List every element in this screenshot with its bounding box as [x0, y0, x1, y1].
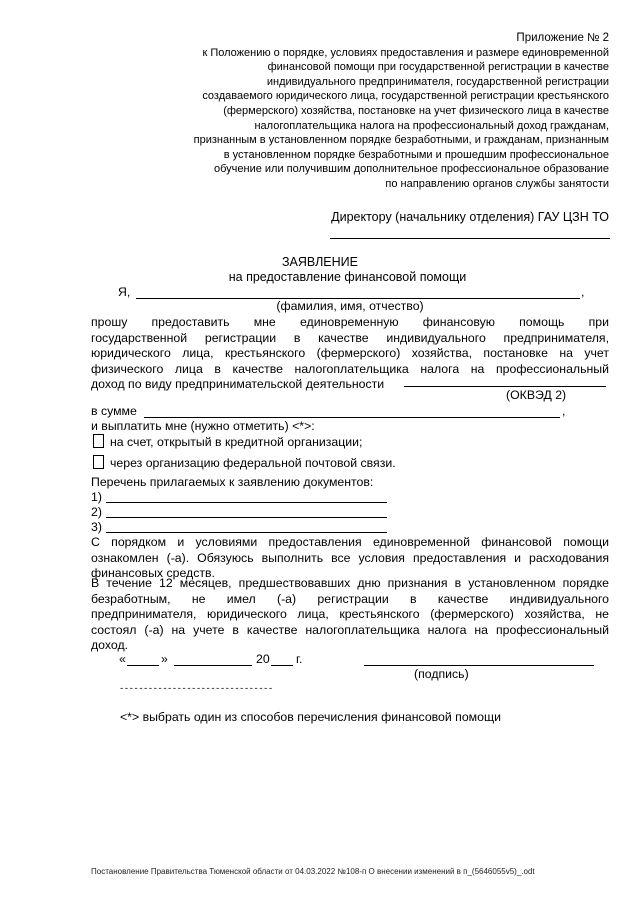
annex-line: признанным в установленном порядке безработными, и гражданам, признанным	[193, 134, 609, 147]
date-month-field[interactable]	[174, 665, 252, 666]
acknowledgement-line: С порядком и условиями предоставления единовременной финансовой помощи	[91, 535, 609, 549]
footnote-separator: --------------------------------	[119, 684, 273, 694]
okved-caption: (ОКВЭД 2)	[506, 388, 567, 402]
amount-suffix: ,	[562, 404, 566, 418]
annex-line: (фермерского) хозяйства, постановке на учет физического лица в качестве	[223, 104, 609, 117]
page-footer: Постановление Правительства Тюменской области от 04.03.2022 №108-п О внесении изменений в п_(5646055v5)_.odt	[91, 867, 535, 876]
annex-line: создаваемого юридического лица, государственной регистрации крестьянского	[202, 90, 609, 103]
addressee-line[interactable]	[330, 238, 610, 239]
document-subtitle: на предоставление финансовой помощи	[228, 270, 467, 284]
document-item-number: 1)	[91, 490, 102, 504]
post-office-label: через организацию федеральной почтовой связи.	[110, 456, 396, 470]
payment-instruction: и выплатить мне (нужно отметить) <*>:	[91, 419, 315, 433]
applicant-suffix: ,	[581, 285, 585, 299]
date-open-quote: «	[119, 652, 126, 666]
annex-line: обучение или получившим дополнительное профессиональное образование	[213, 163, 609, 176]
annex-title: Приложение № 2	[516, 32, 609, 44]
amount-field[interactable]	[144, 417, 560, 418]
acknowledgement-last-line: финансовых средств.	[91, 566, 215, 581]
addressee: Директору (начальнику отделения) ГАУ ЦЗН ТО	[331, 210, 609, 224]
signature-caption: (подпись)	[414, 667, 469, 681]
declaration-line: безработным, не имел (-а) регистрации в качестве индивидуального	[91, 591, 609, 606]
date-year-prefix: 20	[256, 652, 270, 666]
declaration-last-line: доход.	[91, 638, 129, 653]
declaration-line: В течение 12 месяцев, предшествовавших дню признания в установленном порядке	[91, 576, 609, 590]
annex-line: индивидуального предпринимателя, государственной регистрации	[266, 75, 609, 88]
annex-line: к Положению о порядке, условиях предоставления и размере единовременной	[202, 46, 609, 59]
annex-block	[194, 31, 609, 192]
document-item-number: 3)	[91, 520, 102, 534]
bank-account-checkbox[interactable]	[93, 434, 104, 448]
bank-account-label: на счет, открытый в кредитной организации;	[110, 435, 363, 449]
annex-line: по направлению органов службы занятости	[385, 177, 609, 190]
declaration-line: состоял (-а) на учете в качестве налогоплательщика налога на профессиональный	[91, 622, 609, 637]
declaration-paragraph	[91, 576, 609, 654]
date-year-suffix: г.	[296, 652, 303, 666]
applicant-prefix: Я,	[118, 285, 131, 299]
date-close-quote: »	[161, 652, 168, 666]
request-line: юридического лица, крестьянского (фермерского) хозяйства, постановке на учет	[91, 346, 609, 361]
request-last-line: доход по виду предпринимательской деятельности	[91, 377, 385, 392]
annex-line: налогоплательщика налога на профессиональный доход гражданам,	[254, 119, 609, 132]
acknowledgement-paragraph	[91, 535, 609, 582]
amount-prefix: в сумме	[91, 404, 137, 418]
document-field-1[interactable]	[106, 502, 387, 503]
request-line: физического лица в качестве налогоплательщика налога на профессиональный	[91, 361, 609, 376]
document-item-number: 2)	[91, 505, 102, 519]
request-line: государственной регистрации в качестве индивидуального предпринимателя,	[91, 330, 609, 345]
acknowledgement-line: ознакомлен (-а). Обязуюсь выполнить все условия предоставления и расходования	[91, 550, 609, 565]
annex-line: финансовой помощи при государственной регистрации в качестве	[267, 61, 609, 74]
applicant-caption: (фамилия, имя, отчество)	[276, 299, 424, 313]
declaration-line: предпринимателя, юридического лица, крестьянского (фермерского) хозяйства, не	[91, 607, 609, 622]
date-year-field[interactable]	[271, 665, 293, 666]
post-office-checkbox[interactable]	[93, 455, 104, 469]
request-paragraph	[91, 315, 609, 393]
footnote: <*> выбрать один из способов перечисления финансовой помощи	[120, 710, 501, 724]
request-line: прошу предоставить мне единовременную финансовую помощь при	[91, 315, 609, 329]
date-day-field[interactable]	[127, 665, 159, 666]
signature-field[interactable]	[364, 665, 594, 666]
document-field-2[interactable]	[106, 517, 387, 518]
annex-line: в установленном порядке безработными и прошедшим профессиональное	[223, 148, 609, 161]
okved-field[interactable]	[404, 386, 606, 387]
document-field-3[interactable]	[106, 532, 387, 533]
document-title: ЗАЯВЛЕНИЕ	[281, 255, 358, 269]
documents-title: Перечень прилагаемых к заявлению документов:	[91, 475, 374, 489]
